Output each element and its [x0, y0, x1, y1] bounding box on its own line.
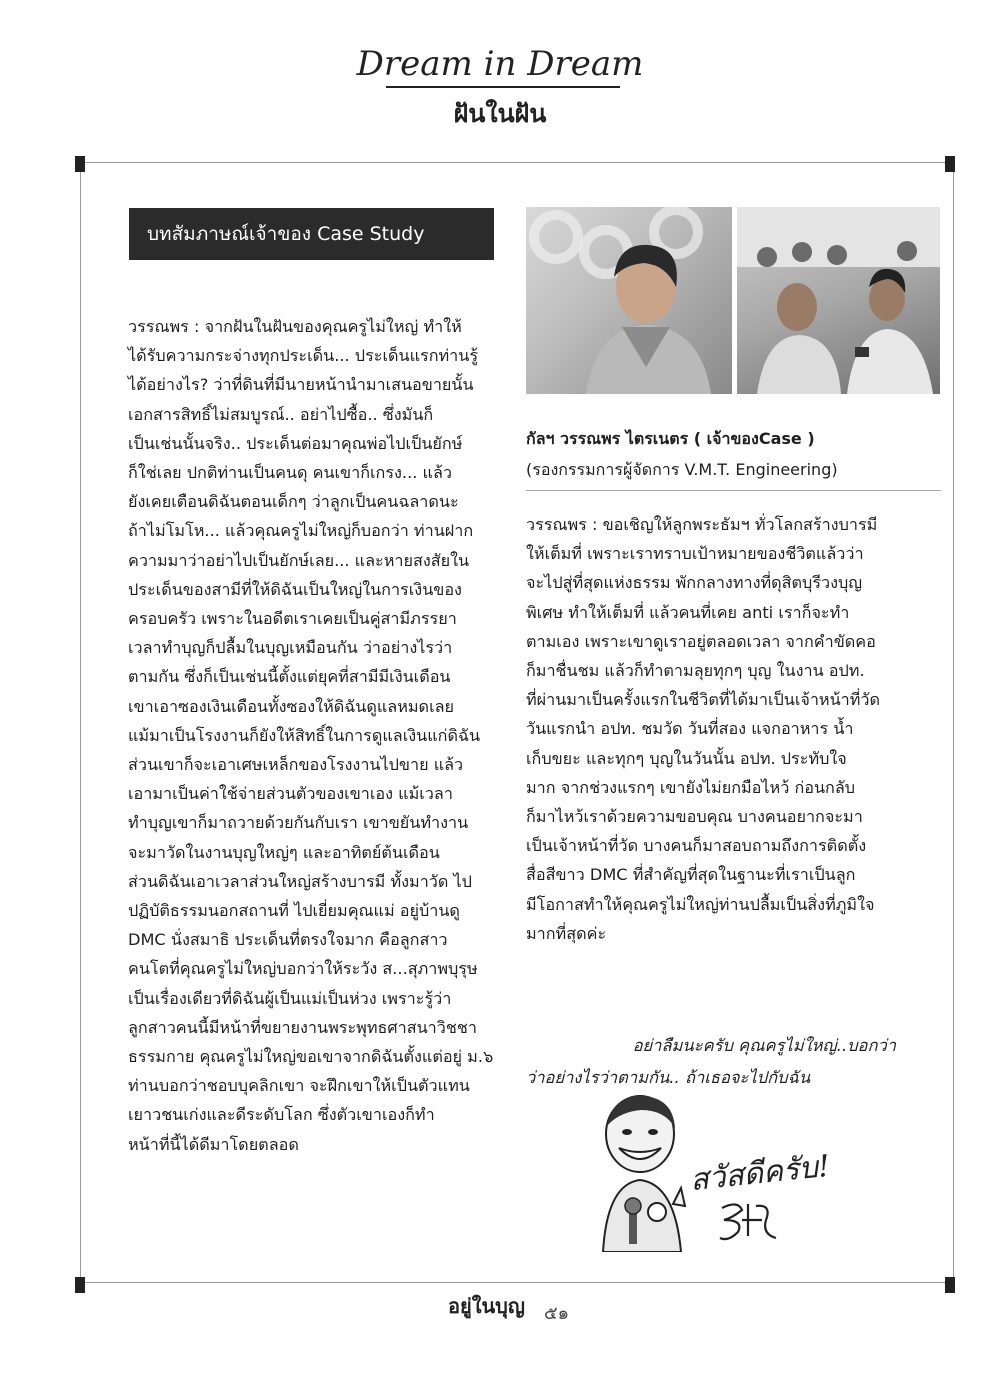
text-line: มากที่สุดค่ะ	[526, 923, 607, 943]
text-line: ประเด็นของสามีที่ให้ดิฉันเป็นใหญ่ในการเงินของ	[128, 579, 462, 599]
text-line: ส่วนดิฉันเอาเวลาส่วนใหญ่สร้างบารมี ทั้งมาวัด ไป	[128, 871, 472, 891]
interview-left-column	[128, 312, 496, 1159]
text-line: วรรณพร : จากฝันในฝันของคุณครูไม่ใหญ่ ทำให้	[128, 317, 462, 336]
caption-divider	[526, 490, 941, 491]
text-line: ทำบุญเขาก็มาถวายด้วยกันกับเรา เขาขยันทำงาน	[128, 813, 469, 833]
text-line: สื่อสีขาว DMC ที่สำคัญที่สุดในฐานะที่เราเป็นลูก	[526, 865, 856, 885]
text-line: ได้รับความกระจ่างทุกประเด็น... ประเด็นแรกท่านรู้	[128, 346, 479, 366]
closing-quote	[526, 1030, 896, 1094]
quote-line-1: อย่าลืมนะครับ คุณครูไม่ใหญ่..บอกว่า	[632, 1036, 896, 1055]
frame-left-line	[80, 162, 81, 1283]
page-number: ๕๑	[544, 1303, 570, 1324]
text-line: ตามกัน ซึ่งก็เป็นเช่นนี้ตั้งแต่ยุคที่สามีมีเงินเดือน	[128, 667, 451, 687]
text-line: ได้อย่างไร? ว่าที่ดินที่มีนายหน้านำมาเสนอขายนั้น	[128, 375, 474, 395]
photo-caption-role: (รองกรรมการผู้จัดการ V.M.T. Engineering)	[526, 460, 838, 479]
text-line: เก็บขยะ และทุกๆ บุญในวันนั้น อปท. ประทับใจ	[526, 748, 847, 768]
text-line: ยังเคยเตือนดิฉันตอนเด็กๆ ว่าลูกเป็นคนฉลาดนะ	[128, 492, 459, 512]
signature-greeting: สวัสดีครับ!	[688, 1148, 832, 1199]
frame-corner-top-right	[945, 156, 955, 172]
frame-corner-top-left	[75, 156, 85, 172]
text-line: เวลาทำบุญก็ปลื้มในบุญเหมือนกัน ว่าอย่างไรว่า	[128, 638, 453, 658]
text-line: เขาเอาซองเงินเดือนทั้งซองให้ดิฉันดูแลหมดเลย	[128, 696, 455, 716]
text-line: ความมาว่าอย่าไปเป็นยักษ์เลย... และหายสงสัยใน	[128, 550, 470, 570]
frame-right-line	[953, 162, 954, 1283]
frame-top-line	[80, 162, 954, 163]
photo-caption-name: กัลฯ วรรณพร ไตรเนตร ( เจ้าของCase )	[526, 429, 815, 448]
interview-right-column	[526, 510, 894, 948]
text-line: เอามาเป็นค่าใช้จ่ายส่วนตัวของเขาเอง แม้เวลา	[128, 784, 453, 804]
text-line: พิเศษ ทำให้เต็มที่ แล้วคนที่เคย anti เราก็จะทำ	[526, 602, 850, 622]
text-line: เป็นเช่นนั้นจริง.. ประเด็นต่อมาคุณพ่อไปเป็นยักษ์	[128, 433, 463, 453]
text-line: วันแรกนำ อปท. ชมวัด วันที่สอง แจกอาหาร น้ำ	[526, 719, 854, 739]
text-line: เยาวชนเก่งและดีระดับโลก ซึ่งตัวเขาเองก็ทำ	[128, 1105, 435, 1125]
text-line: แม้มาเป็นโรงงานก็ยังให้สิทธิ์ในการดูแลเงินแก่ดิฉัน	[128, 725, 481, 745]
text-line: ให้เต็มที่ เพราะเราทราบเป้าหมายของชีวิตแล้วว่า	[526, 544, 864, 564]
frame-bottom-line	[80, 1282, 954, 1283]
text-line: เอกสารสิทธิ์ไม่สมบูรณ์.. อย่าไปซื้อ.. ซึ่งมันก็	[128, 404, 434, 424]
text-line: วรรณพร : ขอเชิญให้ลูกพระธัมฯ ทั่วโลกสร้างบารมี	[526, 515, 878, 534]
text-line: ตามเอง เพราะเขาดูเราอยู่ตลอดเวลา จากคำขัดคอ	[526, 631, 876, 651]
portrait-photo	[526, 207, 732, 394]
quote-line-2: ว่าอย่างไรว่าตามกัน.. ถ้าเธอจะไปกับฉัน	[526, 1068, 811, 1087]
crowd-photo	[737, 207, 940, 394]
title-underline	[386, 86, 620, 88]
text-line: ส่วนเขาก็จะเอาเศษเหล็กของโรงงานไปขาย แล้ว	[128, 755, 464, 775]
text-line: ก็มาไหว้เราด้วยความขอบคุณ บางคนอยากจะมา	[526, 807, 863, 827]
text-line: ปฏิบัติธรรมนอกสถานที่ ไปเยี่ยมคุณแม่ อยู่บ้านดู	[128, 901, 460, 921]
text-line: จะมาวัดในงานบุญใหญ่ๆ และอาทิตย์ต้นเดือน	[128, 842, 440, 862]
text-line: ธรรมกาย คุณครูไม่ใหญ่ขอเขาจากดิฉันตั้งแต่อยู่ ม.๖	[128, 1047, 494, 1067]
text-line: ก็มาชื่นชม แล้วก็ทำตามลุยทุกๆ บุญ ในงาน อปท.	[526, 661, 865, 681]
magazine-subtitle: ฝันในฝัน	[453, 99, 547, 128]
text-line: หน้าที่นี้ได้ดีมาโดยตลอด	[128, 1134, 299, 1154]
footer-logo-text: อยู่ในบุญ	[448, 1294, 525, 1318]
text-line: ครอบครัว เพราะในอดีตเราเคยเป็นคู่สามีภรรยา	[128, 609, 457, 629]
text-line: มาก จากช่วงแรกๆ เขายังไม่ยกมือไหว้ ก่อนกลับ	[526, 777, 856, 797]
frame-corner-bottom-right	[945, 1277, 955, 1293]
text-line: ลูกสาวคนนี้มีหน้าที่ขยายงานพระพุทธศาสนาวิชชา	[128, 1017, 477, 1037]
frame-corner-bottom-left	[75, 1277, 85, 1293]
text-line: เป็นเจ้าหน้าที่วัด บางคนก็มาสอบถามถึงการติดตั้ง	[526, 836, 867, 856]
text-line: ท่านบอกว่าชอบบุคลิกเขา จะฝึกเขาให้เป็นตัวแทน	[128, 1076, 470, 1096]
text-line: จะไปสู่ที่สุดแห่งธรรม พักกลางทางที่ดุสิตบุรีวงบุญ	[526, 573, 863, 593]
footer-logo	[448, 1290, 525, 1322]
text-line: ถ้าไม่โมโห... แล้วคุณครูไม่ใหญ่ก็บอกว่า ท่านฝาก	[128, 521, 474, 541]
section-heading-bar: บทสัมภาษณ์เจ้าของ Case Study	[129, 208, 494, 260]
signature-scribble	[718, 1198, 788, 1246]
magazine-title: Dream in Dream	[356, 44, 644, 84]
cartoon-illustration	[585, 1092, 695, 1252]
text-line: DMC นั่งสมาธิ ประเด็นที่ตรงใจมาก คือลูกสาว	[128, 930, 448, 950]
text-line: ก็ใช่เลย ปกติท่านเป็นคนดุ คนเขาก็เกรง... แล้ว	[128, 463, 452, 483]
text-line: คนโตที่คุณครูไม่ใหญ่บอกว่าให้ระวัง ส...สุภาพบุรุษ	[128, 959, 478, 979]
text-line: เป็นเรื่องเดียวที่ดิฉันผู้เป็นแม่เป็นห่วง เพราะรู้ว่า	[128, 988, 452, 1008]
text-line: ที่ผ่านมาเป็นครั้งแรกในชีวิตที่ได้มาเป็นเจ้าหน้าที่วัด	[526, 690, 881, 710]
text-line: มีโอกาสทำให้คุณครูไม่ใหญ่ท่านปลื้มเป็นสิ่งที่ภูมิใจ	[526, 894, 875, 914]
